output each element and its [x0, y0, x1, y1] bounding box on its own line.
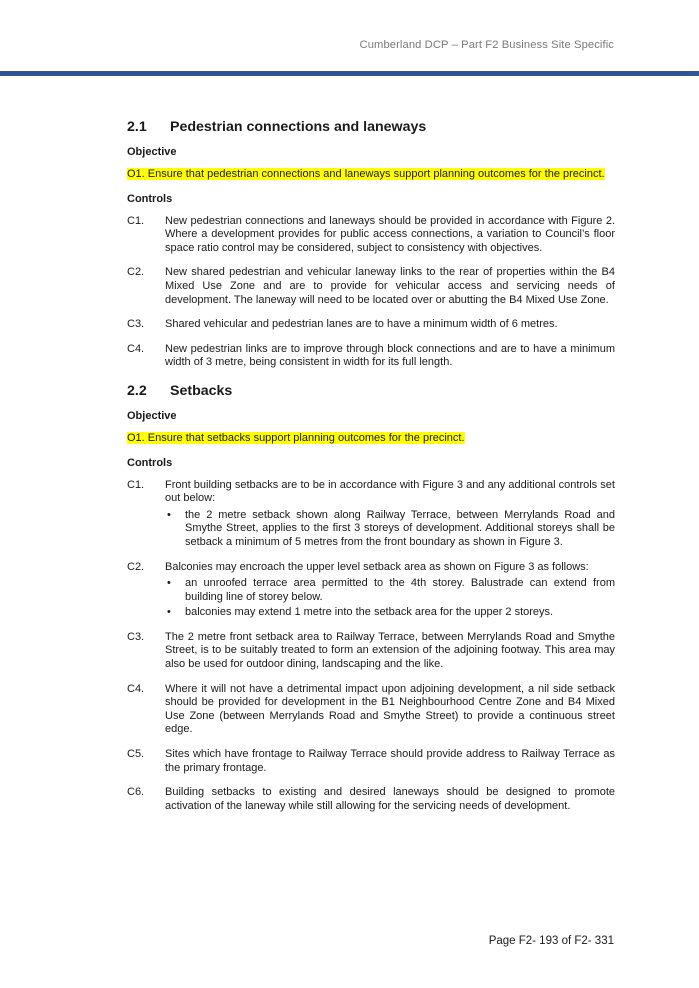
control-text: Where it will not have a detrimental impact upon adjoining development, a nil side setback should be provided for development in the B1 Neighbourhood Centre Zone and B4 Mixed Use Zone (between Merrylands Road and Smythe Street) to provide a continuous street edge.	[165, 682, 615, 736]
control-c4	[127, 683, 615, 737]
section-number: 2.2	[127, 382, 147, 399]
control-c3	[127, 631, 615, 672]
control-text: Balconies may encroach the upper level setback area as shown on Figure 3 as follows:	[165, 560, 589, 573]
bullet-text: balconies may extend 1 metre into the setback area for the upper 2 storeys.	[185, 606, 554, 619]
control-c4	[127, 343, 615, 370]
bullet-text: an unroofed terrace area permitted to the 4th storey. Balustrade can extend from building line of storey below.	[185, 577, 615, 603]
section-title: Pedestrian connections and laneways	[170, 119, 427, 135]
list-item	[165, 509, 615, 550]
control-number: C4.	[127, 682, 145, 695]
control-number: C5.	[127, 748, 145, 761]
control-number: C3.	[127, 318, 145, 331]
control-text: Front building setbacks are to be in accordance with Figure 3 and any additional controls set out below:	[165, 478, 615, 505]
control-text: Building setbacks to existing and desired laneways should be designed to promote activation of the laneway while still allowing for the servicing needs of development.	[165, 786, 615, 812]
control-number: C2.	[127, 266, 145, 279]
page-number: Page F2- 193 of F2- 331	[488, 935, 614, 947]
header-rule	[0, 71, 699, 76]
control-number: C1.	[127, 214, 145, 227]
running-header: Cumberland DCP – Part F2 Business Site Specific	[359, 39, 614, 51]
bullet-list	[165, 509, 615, 550]
controls-label: Controls	[127, 456, 173, 469]
control-number: C1.	[127, 478, 145, 491]
controls-label: Controls	[127, 192, 173, 205]
bullet-icon: •	[167, 577, 171, 590]
page-content	[127, 118, 615, 813]
objective-label: Objective	[127, 409, 177, 422]
objective-label: Objective	[127, 146, 177, 158]
control-text: Shared vehicular and pedestrian lanes are to have a minimum width of 6 metres.	[165, 318, 558, 331]
control-text: New pedestrian links are to improve through block connections and are to have a minimum width of 3 metre, being consistent in width for its full length.	[165, 342, 615, 369]
section-setbacks	[127, 382, 615, 813]
control-c1	[127, 479, 615, 550]
control-number: C3.	[127, 630, 145, 643]
objective-text: O1. Ensure that setbacks support planning outcomes for the precinct.	[127, 431, 465, 444]
control-number: C2.	[127, 560, 145, 573]
control-c2	[127, 266, 615, 307]
control-number: C4.	[127, 342, 145, 355]
control-c1	[127, 215, 615, 256]
bullet-icon: •	[167, 508, 171, 521]
control-text: New shared pedestrian and vehicular laneway links to the rear of properties within the B4 Mixed Use Zone and are to provide for vehicular access and servicing needs of development. The laneway will need to be located over or abutting the B4 Mixed Use Zone.	[165, 266, 615, 306]
list-item	[165, 606, 615, 620]
control-c6	[127, 786, 615, 813]
control-text: Sites which have frontage to Railway Terrace should provide address to Railway Terrace as the primary frontage.	[165, 748, 615, 774]
bullet-list	[165, 577, 615, 620]
control-text: The 2 metre front setback area to Railway Terrace, between Merrylands Road and Smythe Street, is to be suitably treated to form an extension of the adjoining footway. This area may also be used for outdoor dining, landscaping and the like.	[165, 630, 615, 671]
objective-text: O1. Ensure that pedestrian connections and laneways support planning outcomes for the precinct.	[127, 168, 605, 180]
section-pedestrian-connections	[127, 118, 615, 370]
section-heading	[127, 382, 615, 400]
section-heading	[127, 118, 615, 136]
bullet-text: the 2 metre setback shown along Railway Terrace, between Merrylands Road and Smythe Street, applies to the first 3 storeys of development. Additional storeys shall be setback a minimum of 5 metres from the front boundary as shown in Figure 3.	[185, 508, 615, 548]
control-c3	[127, 318, 615, 332]
control-c5	[127, 748, 615, 775]
section-number: 2.1	[127, 119, 147, 135]
bullet-icon: •	[167, 606, 171, 619]
list-item	[165, 577, 615, 604]
control-c2	[127, 561, 615, 620]
control-text: New pedestrian connections and laneways should be provided in accordance with Figure 2. Where a development provides for public access connections, a variation to Council’s floor space ratio control may be considered, subject to consistency with objectives.	[165, 214, 615, 254]
section-title: Setbacks	[170, 382, 233, 399]
control-number: C6.	[127, 786, 145, 799]
